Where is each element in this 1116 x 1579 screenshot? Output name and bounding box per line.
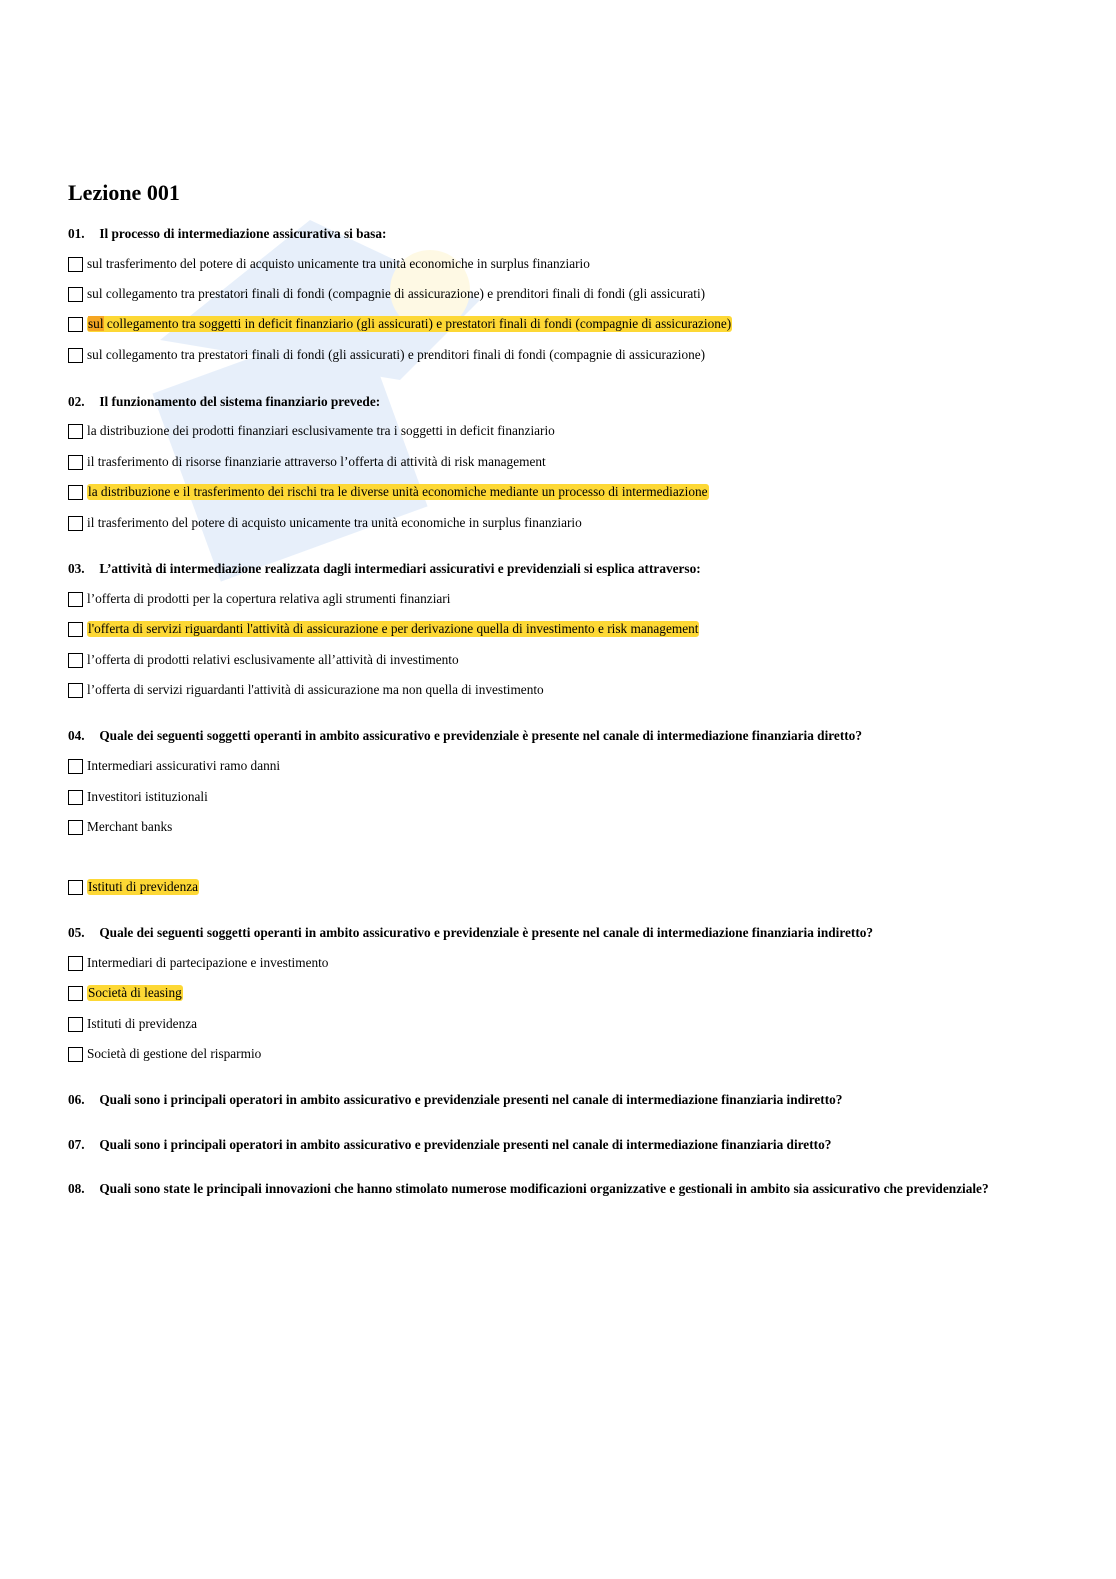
answer-option[interactable] bbox=[68, 757, 280, 775]
answer-option[interactable] bbox=[68, 514, 582, 532]
checkbox[interactable] bbox=[68, 1017, 83, 1032]
answer-option-highlighted[interactable] bbox=[68, 315, 732, 333]
question-text: Quale dei seguenti soggetti operanti in ambito assicurativo e previdenziale è presente nel canale di intermediazione finanziaria diretto? bbox=[99, 728, 862, 743]
page-title: Lezione 001 bbox=[68, 180, 180, 205]
question-text: Quali sono state le principali innovazioni che hanno stimolato numerose modificazioni organizzative e gestionali in ambito sia assicurativo che previdenziale? bbox=[99, 1181, 989, 1196]
checkbox[interactable] bbox=[68, 790, 83, 805]
question-heading bbox=[68, 226, 386, 242]
checkbox[interactable] bbox=[68, 880, 83, 895]
question-number: 02. bbox=[68, 394, 85, 409]
checkbox[interactable] bbox=[68, 317, 83, 332]
option-text: l’offerta di prodotti relativi esclusivamente all’attività di investimento bbox=[87, 652, 459, 667]
option-text: Investitori istituzionali bbox=[87, 789, 208, 804]
checkbox[interactable] bbox=[68, 956, 83, 971]
question-heading bbox=[68, 1137, 831, 1153]
option-text: l’offerta di servizi riguardanti l'attività di assicurazione ma non quella di investimento bbox=[87, 682, 544, 697]
answer-option[interactable] bbox=[68, 651, 459, 669]
question-heading bbox=[68, 728, 862, 744]
checkbox[interactable] bbox=[68, 683, 83, 698]
answer-option[interactable] bbox=[68, 1015, 197, 1033]
checkbox[interactable] bbox=[68, 759, 83, 774]
option-text: Merchant banks bbox=[87, 819, 173, 834]
checkbox[interactable] bbox=[68, 348, 83, 363]
question-heading bbox=[68, 1092, 842, 1108]
question-heading bbox=[68, 1181, 989, 1197]
question-number: 03. bbox=[68, 561, 85, 576]
question-number: 06. bbox=[68, 1092, 85, 1107]
answer-option[interactable] bbox=[68, 453, 546, 471]
question-number: 05. bbox=[68, 925, 85, 940]
question-text: Quale dei seguenti soggetti operanti in ambito assicurativo e previdenziale è presente nel canale di intermediazione finanziaria indiretto? bbox=[99, 925, 874, 940]
checkbox[interactable] bbox=[68, 1047, 83, 1062]
checkbox[interactable] bbox=[68, 820, 83, 835]
question-heading bbox=[68, 561, 701, 577]
answer-option-highlighted[interactable] bbox=[68, 620, 699, 638]
checkbox[interactable] bbox=[68, 592, 83, 607]
option-text: Società di leasing bbox=[88, 985, 182, 1000]
checkbox[interactable] bbox=[68, 653, 83, 668]
checkbox[interactable] bbox=[68, 986, 83, 1001]
answer-option-highlighted[interactable] bbox=[68, 483, 709, 501]
question-text: Quali sono i principali operatori in ambito assicurativo e previdenziale presenti nel canale di intermediazione finanziaria indiretto? bbox=[99, 1092, 843, 1107]
option-text: Istituti di previdenza bbox=[87, 1016, 198, 1031]
checkbox[interactable] bbox=[68, 257, 83, 272]
question-text: Il funzionamento del sistema finanziario prevede: bbox=[99, 394, 381, 409]
option-text: collegamento tra soggetti in deficit finanziario (gli assicurati) e prestatori finali di fondi (compagnie di assicurazione) bbox=[103, 316, 732, 331]
answer-option[interactable] bbox=[68, 422, 555, 440]
option-text: sul trasferimento del potere di acquisto unicamente tra unità economiche in surplus finanziario bbox=[87, 256, 590, 271]
answer-option[interactable] bbox=[68, 590, 450, 608]
option-text: Intermediari assicurativi ramo danni bbox=[87, 758, 281, 773]
answer-option[interactable] bbox=[68, 788, 208, 806]
option-text: sul collegamento tra prestatori finali di fondi (compagnie di assicurazione) e prenditori finali di fondi (gli assicurati) bbox=[87, 286, 706, 301]
option-highlight bbox=[87, 316, 732, 332]
option-text: Società di gestione del risparmio bbox=[87, 1046, 262, 1061]
option-text: il trasferimento di risorse finanziarie attraverso l’offerta di attività di risk management bbox=[87, 454, 546, 469]
option-text: il trasferimento del potere di acquisto unicamente tra unità economiche in surplus finanziario bbox=[87, 515, 582, 530]
question-text: Quali sono i principali operatori in ambito assicurativo e previdenziale presenti nel canale di intermediazione finanziaria diretto? bbox=[99, 1137, 832, 1152]
question-text: L’attività di intermediazione realizzata dagli intermediari assicurativi e previdenziali si esplica attraverso: bbox=[99, 561, 701, 576]
answer-option[interactable] bbox=[68, 818, 172, 836]
option-text-prefix: sul bbox=[88, 316, 104, 331]
answer-option[interactable] bbox=[68, 1045, 261, 1063]
checkbox[interactable] bbox=[68, 485, 83, 500]
answer-option[interactable] bbox=[68, 285, 705, 303]
answer-option-highlighted[interactable] bbox=[68, 984, 183, 1002]
answer-option[interactable] bbox=[68, 255, 590, 273]
question-number: 07. bbox=[68, 1137, 85, 1152]
question-number: 08. bbox=[68, 1181, 85, 1196]
checkbox[interactable] bbox=[68, 622, 83, 637]
checkbox[interactable] bbox=[68, 424, 83, 439]
question-heading bbox=[68, 925, 873, 941]
option-text: Intermediari di partecipazione e investimento bbox=[87, 955, 329, 970]
answer-option[interactable] bbox=[68, 346, 705, 364]
answer-option[interactable] bbox=[68, 954, 328, 972]
question-number: 01. bbox=[68, 226, 85, 241]
answer-option[interactable] bbox=[68, 681, 544, 699]
answer-option-highlighted[interactable] bbox=[68, 878, 199, 896]
checkbox[interactable] bbox=[68, 455, 83, 470]
question-text: Il processo di intermediazione assicurativa si basa: bbox=[99, 226, 387, 241]
option-text: l’offerta di prodotti per la copertura relativa agli strumenti finanziari bbox=[87, 591, 451, 606]
option-text: sul collegamento tra prestatori finali di fondi (gli assicurati) e prenditori finali di fondi (compagnie di assicurazione) bbox=[87, 347, 706, 362]
option-text: la distribuzione dei prodotti finanziari esclusivamente tra i soggetti in deficit finanziario bbox=[87, 423, 555, 438]
option-text: la distribuzione e il trasferimento dei rischi tra le diverse unità economiche mediante un processo di intermediazione bbox=[88, 484, 708, 499]
watermark-logo bbox=[100, 180, 520, 600]
option-text: Istituti di previdenza bbox=[88, 879, 199, 894]
option-text: l'offerta di servizi riguardanti l'attività di assicurazione e per derivazione quella di investimento e risk management bbox=[88, 621, 699, 636]
question-heading bbox=[68, 394, 380, 410]
checkbox[interactable] bbox=[68, 516, 83, 531]
checkbox[interactable] bbox=[68, 287, 83, 302]
question-number: 04. bbox=[68, 728, 85, 743]
